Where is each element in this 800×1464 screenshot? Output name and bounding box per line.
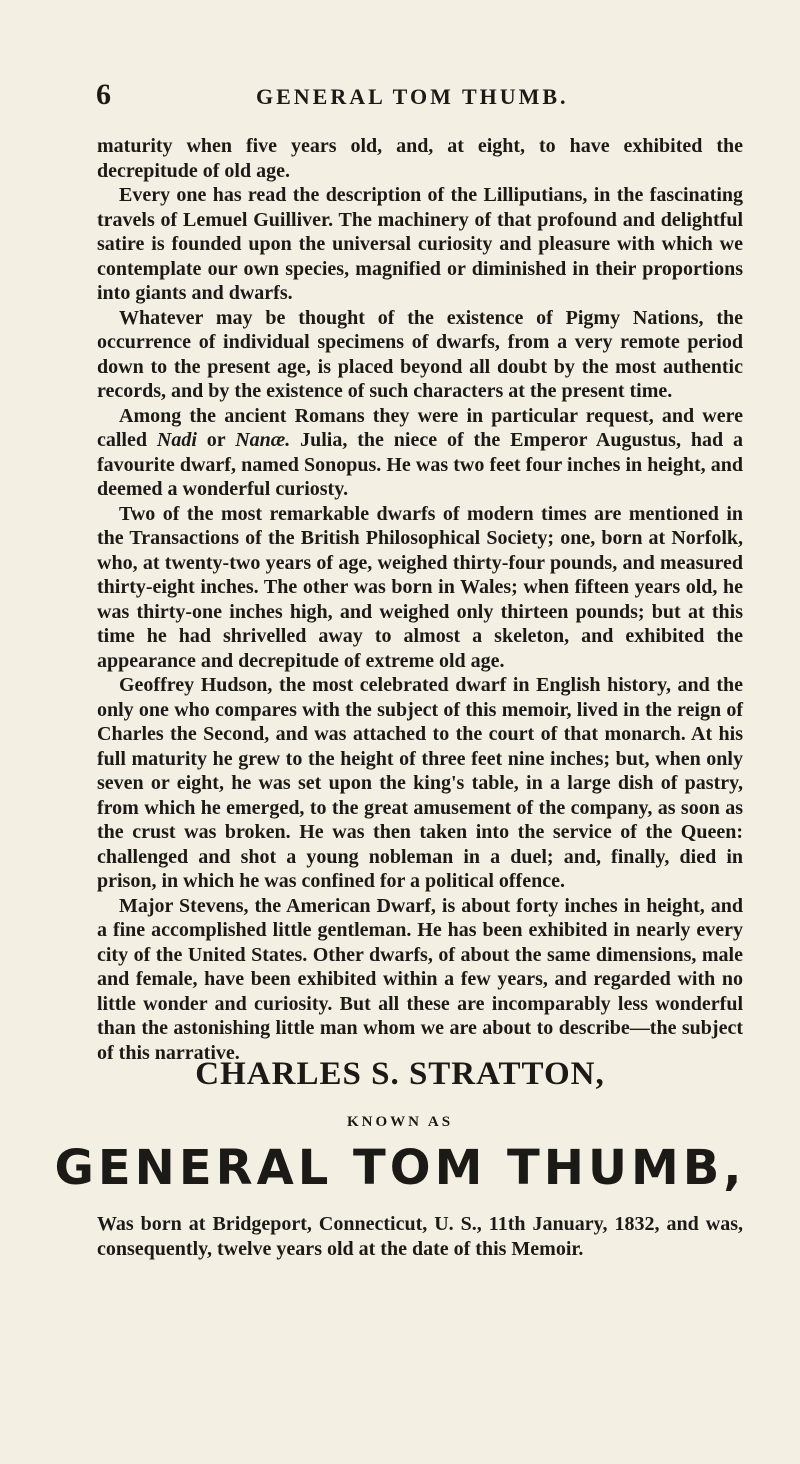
latin-term-nadi: Nadi: [156, 429, 197, 451]
paragraph-major-stevens: Major Stevens, the American Dwarf, is about forty inches in height, and a fine accomplished little gentleman. He has been exhibited in nearly every city of the United States. Other dwarfs, of about the same dimensions, male and female, have been exhibited within a few years, and regarded with no little wonder and curiosity. But all these are incomparably less wonderful than the astonishing little man whom we are about to describe—the subject of this narrative.: [97, 894, 743, 1064]
paragraph-continuation: maturity when five years old, and, at eight, to have exhibited the decrepitude of old age.: [97, 135, 743, 182]
page-number: 6: [96, 78, 111, 111]
latin-term-nanae: Nanæ.: [235, 429, 291, 451]
heading-title: GENERAL TOM THUMB,: [54, 1140, 746, 1196]
heading-known-as: KNOWN AS: [346, 1114, 454, 1130]
paragraph-geoffrey-hudson: Geoffrey Hudson, the most celebrated dwarf in English history, and the only one who compares with the subject of this memoir, lived in the reign of Charles the Second, and was attached to the court of that monarch. At his full maturity he grew to the height of three feet nine inches; but, when only seven or eight, he was set upon the king's table, in a large dish of pastry, from which he emerged, to the great amusement of the company, as soon as the crust was broken. He was then taken into the service of the Queen: challenged and shot a young nobleman in a duel; and, finally, died in prison, in which he was confined for a political offence.: [97, 674, 743, 892]
romans-text-or: or: [196, 429, 236, 451]
paragraph-british-dwarfs: Two of the most remarkable dwarfs of modern times are mentioned in the Transactions of the British Philosophical Society; one, born at Norfolk, who, at twenty-two years of age, weighed thirty-four pounds, and measured thirty-eight inches. The other was born in Wales; when fifteen years old, he was thirty-one inches high, and weighed only thirteen pounds; but at this time he had shrivelled away to almost a skeleton, and exhibited the appearance and decrepitude of extreme old age.: [97, 502, 743, 672]
paragraph-pigmy-nations: Whatever may be thought of the existence of Pigmy Nations, the occurrence of individual specimens of dwarfs, from a very remote period down to the present age, is placed beyond all doubt by the most authentic records, and by the existence of such characters at the present time.: [97, 306, 743, 402]
romans-text-after: Julia, the niece of the Emperor Augustus, had a favourite dwarf, named Sonopus. He was two feet four inches in height, and deemed a wonderful curiosty.: [97, 429, 743, 500]
romans-text-before: Among the ancient Romans they were in particular request, and were called: [97, 404, 743, 451]
heading-name: CHARLES S. STRATTON,: [195, 1056, 605, 1092]
running-title: GENERAL TOM THUMB.: [256, 84, 569, 109]
paragraph-birth: Was born at Bridgeport, Connecticut, U. S., 11th January, 1832, and was, consequently, twelve years old at the date of this Memoir.: [97, 1213, 743, 1260]
closing-text: [97, 1212, 743, 1261]
running-head: [0, 78, 800, 118]
paragraph-lilliputians: Every one has read the description of the Lilliputians, in the fascinating travels of Lemuel Guilliver. The machinery of that profound and delightful satire is founded upon the universal curiosity and pleasure with which we contemplate our own species, magnified or diminished in their proportions into giants and dwarfs.: [97, 184, 743, 304]
body-text: [97, 134, 743, 1065]
paragraph-romans: [97, 404, 743, 502]
